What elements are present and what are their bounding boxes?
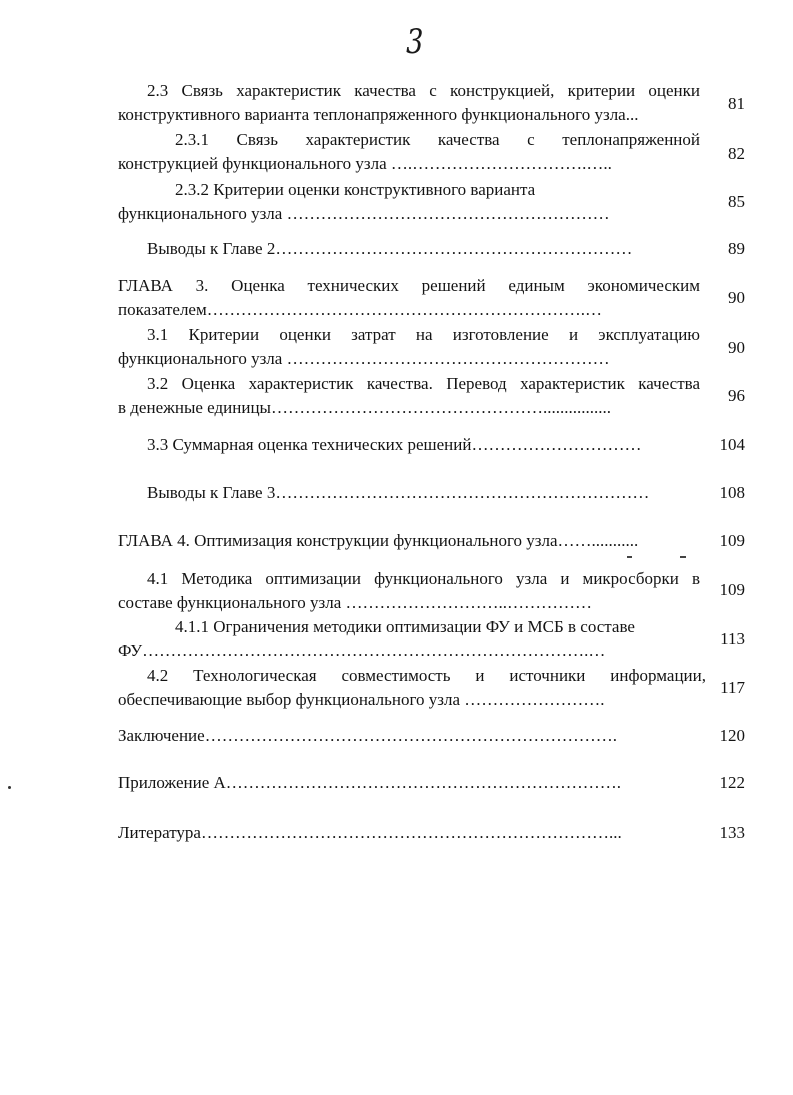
toc-entry-title-line1: 4.1.1 Ограничения методики оптимизации ФУ и МСБ в составе xyxy=(175,617,635,636)
toc-entry-title-line1: ГЛАВА 3. Оценка технических решений единым экономическим xyxy=(118,276,700,295)
toc-entry-title-line1: 4.1 Методика оптимизации функционального узла и микросборки в xyxy=(147,569,700,588)
toc-entry-title-line1: Выводы к Главе 2……………………………………………………… xyxy=(147,239,633,258)
toc-entry-title-line2: ФУ…………………………………………………………………….… xyxy=(118,641,606,660)
toc-entry-title-line1: 3.3 Суммарная оценка технических решений………………………… xyxy=(147,435,642,454)
toc-entry-page: 90 xyxy=(728,338,745,357)
toc-entry-page: 122 xyxy=(719,773,745,792)
page-number: 3 xyxy=(406,22,424,62)
scan-mark xyxy=(680,556,686,558)
toc-entry-title-line1: Приложение А……………………………………………………………. xyxy=(118,773,622,792)
toc-entry-page: 81 xyxy=(728,94,745,113)
toc-entry-title-line2: составе функционального узла ………………………..…………… xyxy=(118,593,592,612)
toc-entry-page: 89 xyxy=(728,239,745,258)
toc-entry-page: 109 xyxy=(719,580,745,599)
toc-entry-page: 104 xyxy=(719,435,745,454)
toc-entry-title-line1: Заключение………………………………………………………………. xyxy=(118,726,617,745)
toc-entry-page: 117 xyxy=(720,678,745,697)
scan-mark xyxy=(627,556,632,558)
toc-entry-page: 108 xyxy=(719,483,745,502)
toc-entry-title-line2: функционального узла ………………………………………………… xyxy=(118,204,610,223)
toc-entry-page: 120 xyxy=(719,726,745,745)
toc-entry-title-line2: конструктивного варианта теплонапряженного функционального узла... xyxy=(118,105,639,124)
toc-entry-page: 96 xyxy=(728,386,745,405)
toc-entry-title-line2: обеспечивающие выбор функционального узла ……………………. xyxy=(118,690,605,709)
toc-entry-title-line2: функционального узла ………………………………………………… xyxy=(118,349,610,368)
toc-entry-title-line2: в денежные единицы…………………………………………................ xyxy=(118,398,611,417)
toc-entry-title-line1: 3.2 Оценка характеристик качества. Перевод характеристик качества xyxy=(147,374,700,393)
scan-speck xyxy=(8,786,11,789)
toc-entry-title-line1: Выводы к Главе 3………………………………………………………… xyxy=(147,483,650,502)
toc-entry-page: 85 xyxy=(728,192,745,211)
toc-entry-title-line1: 2.3.2 Критерии оценки конструктивного варианта xyxy=(175,180,536,199)
toc-entry-title-line1: 2.3.1 Связь характеристик качества с теплонапряженной xyxy=(175,130,700,149)
toc-entry-title-line1: 4.2 Технологическая совместимость и источники информации, xyxy=(147,666,706,685)
toc-entry-page: 82 xyxy=(728,144,745,163)
toc-entry-title-line2: конструкцией функционального узла ….………………………….….. xyxy=(118,154,612,173)
toc-entry-page: 109 xyxy=(719,531,745,550)
toc-entry-page: 113 xyxy=(720,629,745,648)
toc-entry-title-line1: Литература………………………………………………………………... xyxy=(118,823,622,842)
toc-entry-page: 133 xyxy=(719,823,745,842)
toc-entry-title-line1: 3.1 Критерии оценки затрат на изготовление и эксплуатацию xyxy=(147,325,700,344)
toc-entry-title-line1: ГЛАВА 4. Оптимизация конструкции функционального узла……........... xyxy=(118,531,639,550)
toc-entry-page: 90 xyxy=(728,288,745,307)
toc-entry-title-line1: 2.3 Связь характеристик качества с конструкцией, критерии оценки xyxy=(147,81,700,100)
toc-entry-title-line2: показателем………………………………………………………….… xyxy=(118,300,602,319)
